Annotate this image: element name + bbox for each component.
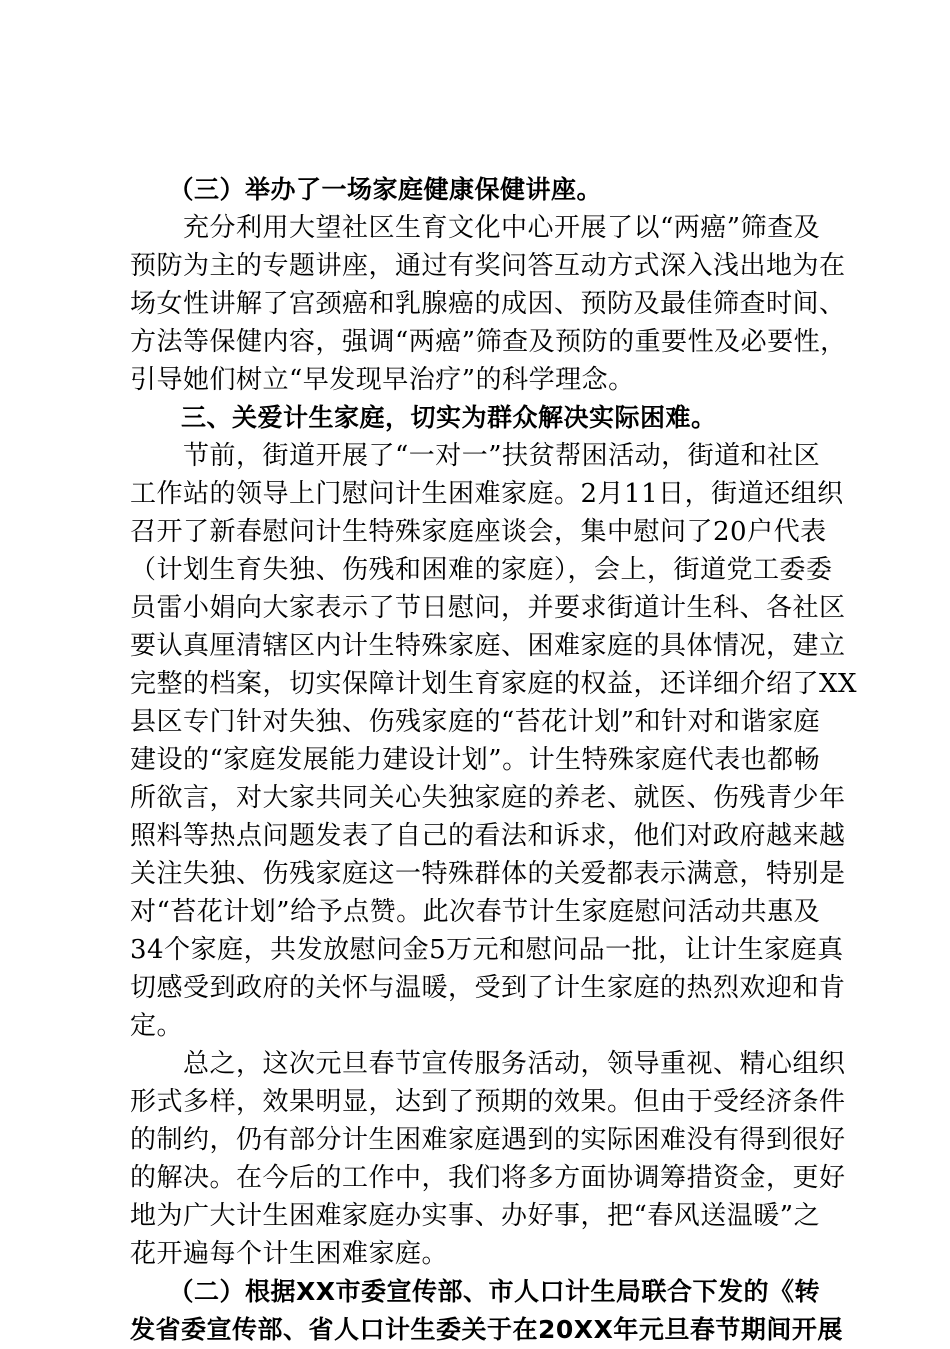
- text-line: 员雷小娟向大家表示了节日慰问，并要求街道计生科、各社区: [130, 593, 846, 623]
- text-line: 切感受到政府的关怀与温暖，受到了计生家庭的热烈欢迎和肯: [130, 973, 846, 1003]
- text-line: 建设的“家庭发展能力建设计划”。计生特殊家庭代表也都畅: [130, 745, 821, 775]
- text-line: 充分利用大望社区生育文化中心开展了以“两癌”筛查及: [130, 213, 821, 243]
- text-line: 关注失独、伤残家庭这一特殊群体的关爱都表示满意，特别是: [130, 859, 846, 889]
- text-line: 要认真厘清辖区内计生特殊家庭、困难家庭的具体情况，建立: [130, 631, 846, 661]
- text-line: 预防为主的专题讲座，通过有奖问答互动方式深入浅出地为在: [130, 251, 846, 281]
- text-line: 对“苔花计划”给予点赞。此次春节计生家庭慰问活动共惠及: [130, 897, 821, 927]
- text-line: 定。: [130, 1011, 184, 1041]
- text-line: 形式多样，效果明显，达到了预期的效果。但由于受经济条件: [130, 1087, 846, 1117]
- text-line: 县区专门针对失独、伤残家庭的“苔花计划”和针对和谐家庭: [130, 707, 821, 737]
- text-line: 总之，这次元旦春节宣传服务活动，领导重视、精心组织: [130, 1049, 846, 1079]
- text-line: 引导她们树立“早发现早治疗”的科学理念。: [130, 365, 635, 395]
- text-line: 所欲言，对大家共同关心失独家庭的养老、就医、伤残青少年: [130, 783, 846, 813]
- text-line: 方法等保健内容，强调“两癌”筛查及预防的重要性及必要性，: [130, 327, 847, 357]
- text-line: 节前，街道开展了“一对一”扶贫帮困活动，街道和社区: [130, 441, 821, 471]
- section-heading: （三）举办了一场家庭健康保健讲座。: [130, 175, 603, 204]
- text-line: （二）根据XX市委宣传部、市人口计生局联合下发的《转: [130, 1277, 821, 1306]
- text-line: 工作站的领导上门慰问计生困难家庭。2月11日，街道还组织: [130, 479, 844, 509]
- text-line: 的制约，仍有部分计生困难家庭遇到的实际困难没有得到很好: [130, 1125, 846, 1155]
- text-line: 召开了新春慰问计生特殊家庭座谈会，集中慰问了20户代表: [130, 517, 827, 547]
- text-line: 的解决。在今后的工作中，我们将多方面协调筹措资金，更好: [130, 1163, 846, 1193]
- text-line: 地为广大计生困难家庭办实事、办好事，把“春风送温暖”之: [130, 1201, 821, 1231]
- section-heading: 三、关爱计生家庭，切实为群众解决实际困难。: [130, 403, 717, 432]
- text-line: （计划生育失独、伤残和困难的家庭），会上，街道党工委委: [130, 555, 833, 585]
- text-line: 34个家庭，共发放慰问金5万元和慰问品一批，让计生家庭真: [130, 935, 844, 965]
- text-line: 照料等热点问题发表了自己的看法和诉求，他们对政府越来越: [130, 821, 846, 851]
- text-line: 完整的档案，切实保障计划生育家庭的权益，还详细介绍了XX: [130, 669, 858, 699]
- text-line: 发省委宣传部、省人口计生委关于在20XX年元旦春节期间开展: [130, 1315, 843, 1344]
- text-line: 场女性讲解了宫颈癌和乳腺癌的成因、预防及最佳筛查时间、: [130, 289, 846, 319]
- text-line: 花开遍每个计生困难家庭。: [130, 1239, 449, 1269]
